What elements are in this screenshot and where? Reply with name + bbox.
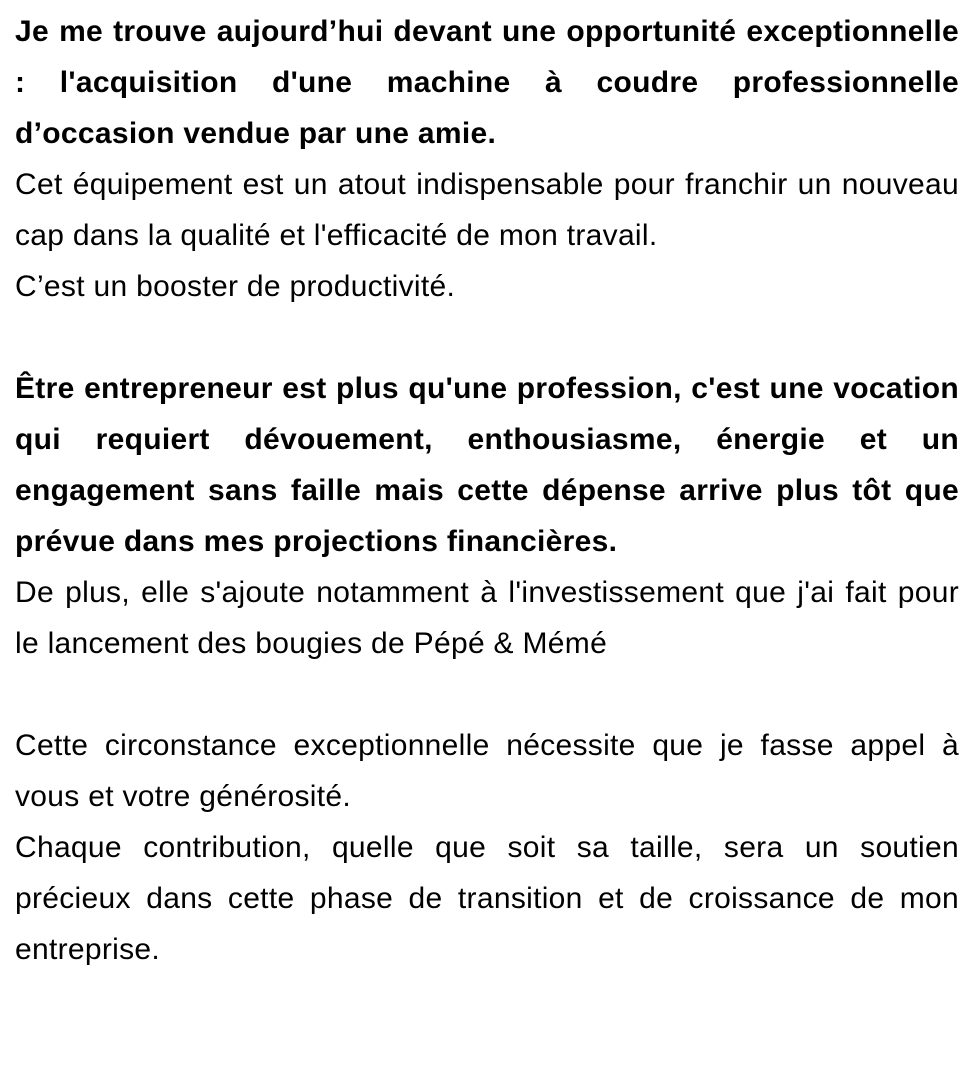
spacer [15,669,959,720]
document-body [15,6,959,975]
investment-paragraph: De plus, elle s'ajoute notamment à l'investissement que j'ai fait pour le lancement des bougies de Pépé & Mémé [15,576,959,660]
contribution-paragraph: Chaque contribution, quelle que soit sa taille, sera un soutien précieux dans cette phase de transition et de croissance de mon entreprise. [15,831,959,966]
equipment-paragraph: Cet équipement est un atout indispensable pour franchir un nouveau cap dans la qualité et l'efficacité de mon travail. [15,168,959,252]
intro-paragraph: Je me trouve aujourd’hui devant une opportunité exceptionnelle : l'acquisition d'une machine à coudre professionnelle d’occasion vendue par une amie. [15,15,959,150]
productivity-paragraph: C’est un booster de productivité. [15,270,456,303]
appeal-paragraph: Cette circonstance exceptionnelle nécessite que je fasse appel à vous et votre générosité. [15,729,959,813]
spacer [15,312,959,363]
entrepreneur-paragraph: Être entrepreneur est plus qu'une profession, c'est une vocation qui requiert dévouement, enthousiasme, énergie et un engagement sans faille mais cette dépense arrive plus tôt que prévue dans mes projections financières. [15,372,959,558]
